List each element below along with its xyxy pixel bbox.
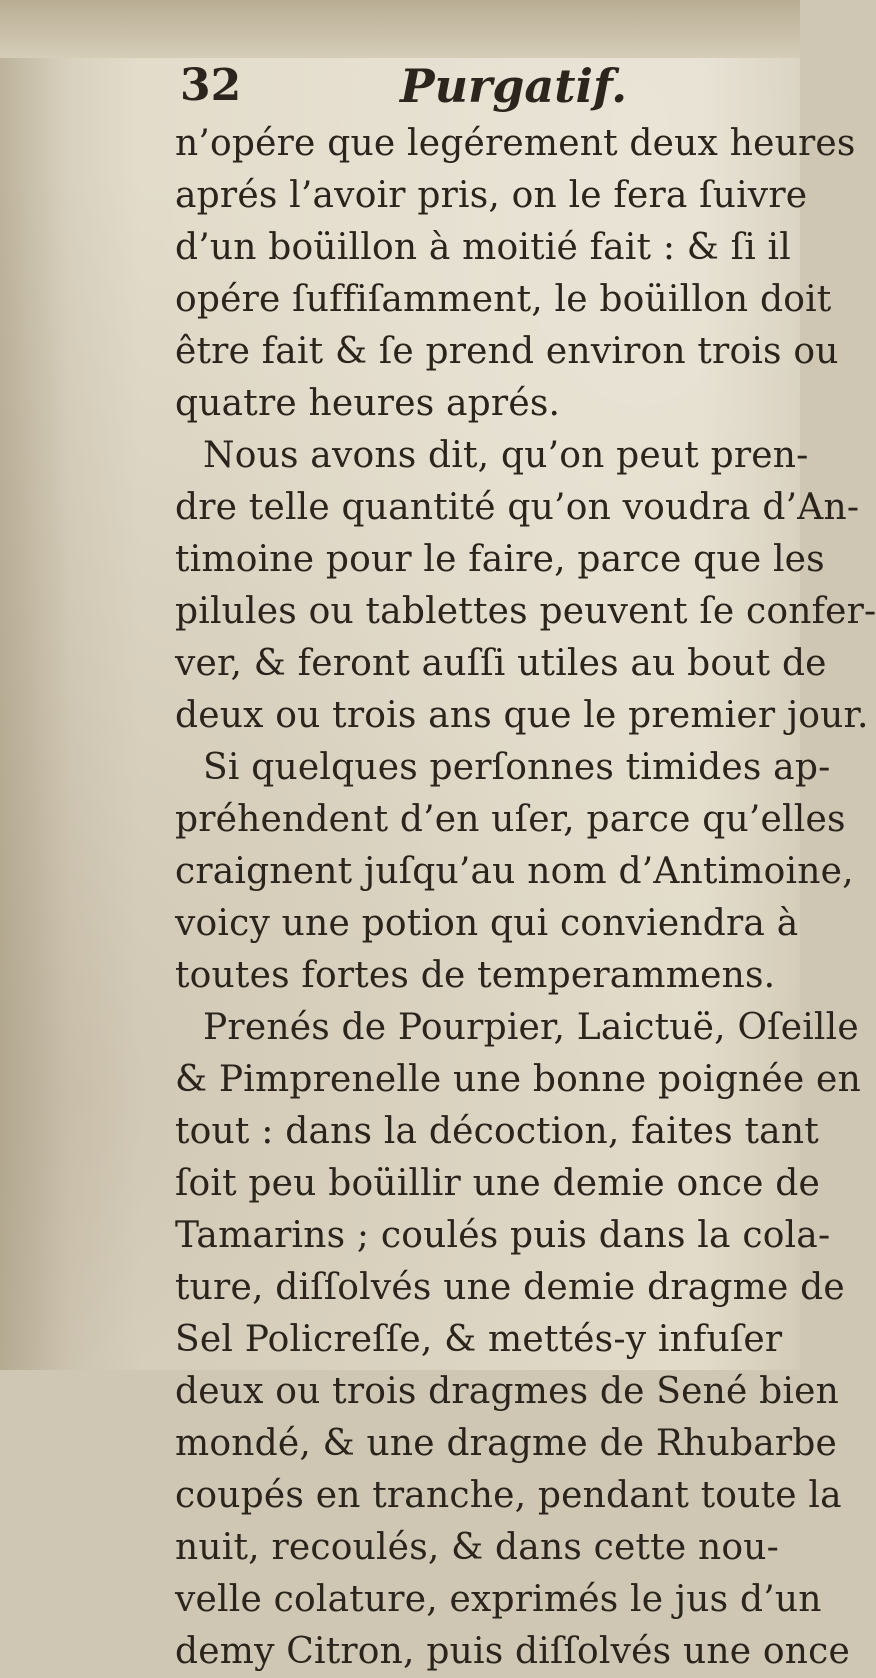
text-line: dre telle quantité qu’on voudra d’An-: [175, 487, 860, 528]
text-line: Tamarins ; coulés puis dans la cola-: [175, 1215, 831, 1256]
text-line: & Pimprenelle une bonne poignée en: [175, 1059, 861, 1100]
text-line: préhendent d’en uſer, parce qu’elles: [175, 799, 846, 840]
body-text: [175, 118, 876, 1678]
text-line: ture, diſſolvés une demie dragme de: [175, 1267, 845, 1308]
text-line: velle colature, exprimés le jus d’un: [175, 1579, 822, 1620]
text-line: deux ou trois dragmes de Sené bien: [175, 1371, 840, 1412]
text-line: Prenés de Pourpier, Laictuë, Oſeille: [203, 1007, 859, 1048]
text-line: tout : dans la décoction, faites tant: [175, 1111, 819, 1152]
text-line: Sel Policreſſe, & mettés-y infuſer: [175, 1319, 783, 1360]
page-number: 32: [180, 60, 242, 111]
text-line: mondé, & une dragme de Rhubarbe: [175, 1423, 838, 1464]
text-line: deux ou trois ans que le premier jour.: [175, 695, 869, 736]
text-line: quatre heures aprés.: [175, 383, 561, 424]
text-line: d’un boüillon à moitié fait : & ſi il: [175, 227, 791, 268]
text-line: coupés en tranche, pendant toute la: [175, 1475, 842, 1516]
text-line: craignent juſqu’au nom d’Antimoine,: [175, 851, 854, 892]
text-line: pilules ou tablettes peuvent ſe confer-: [175, 591, 876, 632]
text-line: aprés l’avoir pris, on le fera ſuivre: [175, 175, 808, 216]
text-line: voicy une potion qui conviendra à: [175, 903, 799, 944]
text-line: opére ſuffiſamment, le boüillon doit: [175, 279, 832, 320]
text-line: n’opére que legérement deux heures: [175, 123, 856, 164]
text-line: Nous avons dit, qu’on peut pren-: [203, 435, 809, 476]
text-line: être fait & ſe prend environ trois ou: [175, 331, 839, 372]
text-line: demy Citron, puis diſſolvés une once: [175, 1631, 851, 1672]
text-line: nuit, recoulés, & dans cette nou-: [175, 1527, 780, 1568]
page-header: [0, 56, 800, 116]
running-title: Purgatif.: [400, 59, 628, 113]
text-line: ſoit peu boüillir une demie once de: [175, 1163, 820, 1204]
text-line: ver, & feront auſſi utiles au bout de: [175, 643, 827, 684]
text-line: Si quelques perſonnes timides ap-: [203, 747, 831, 788]
text-line: timoine pour le faire, parce que les: [175, 539, 825, 580]
text-line: toutes fortes de temperammens.: [175, 955, 776, 996]
page-top-edge: [0, 0, 800, 58]
